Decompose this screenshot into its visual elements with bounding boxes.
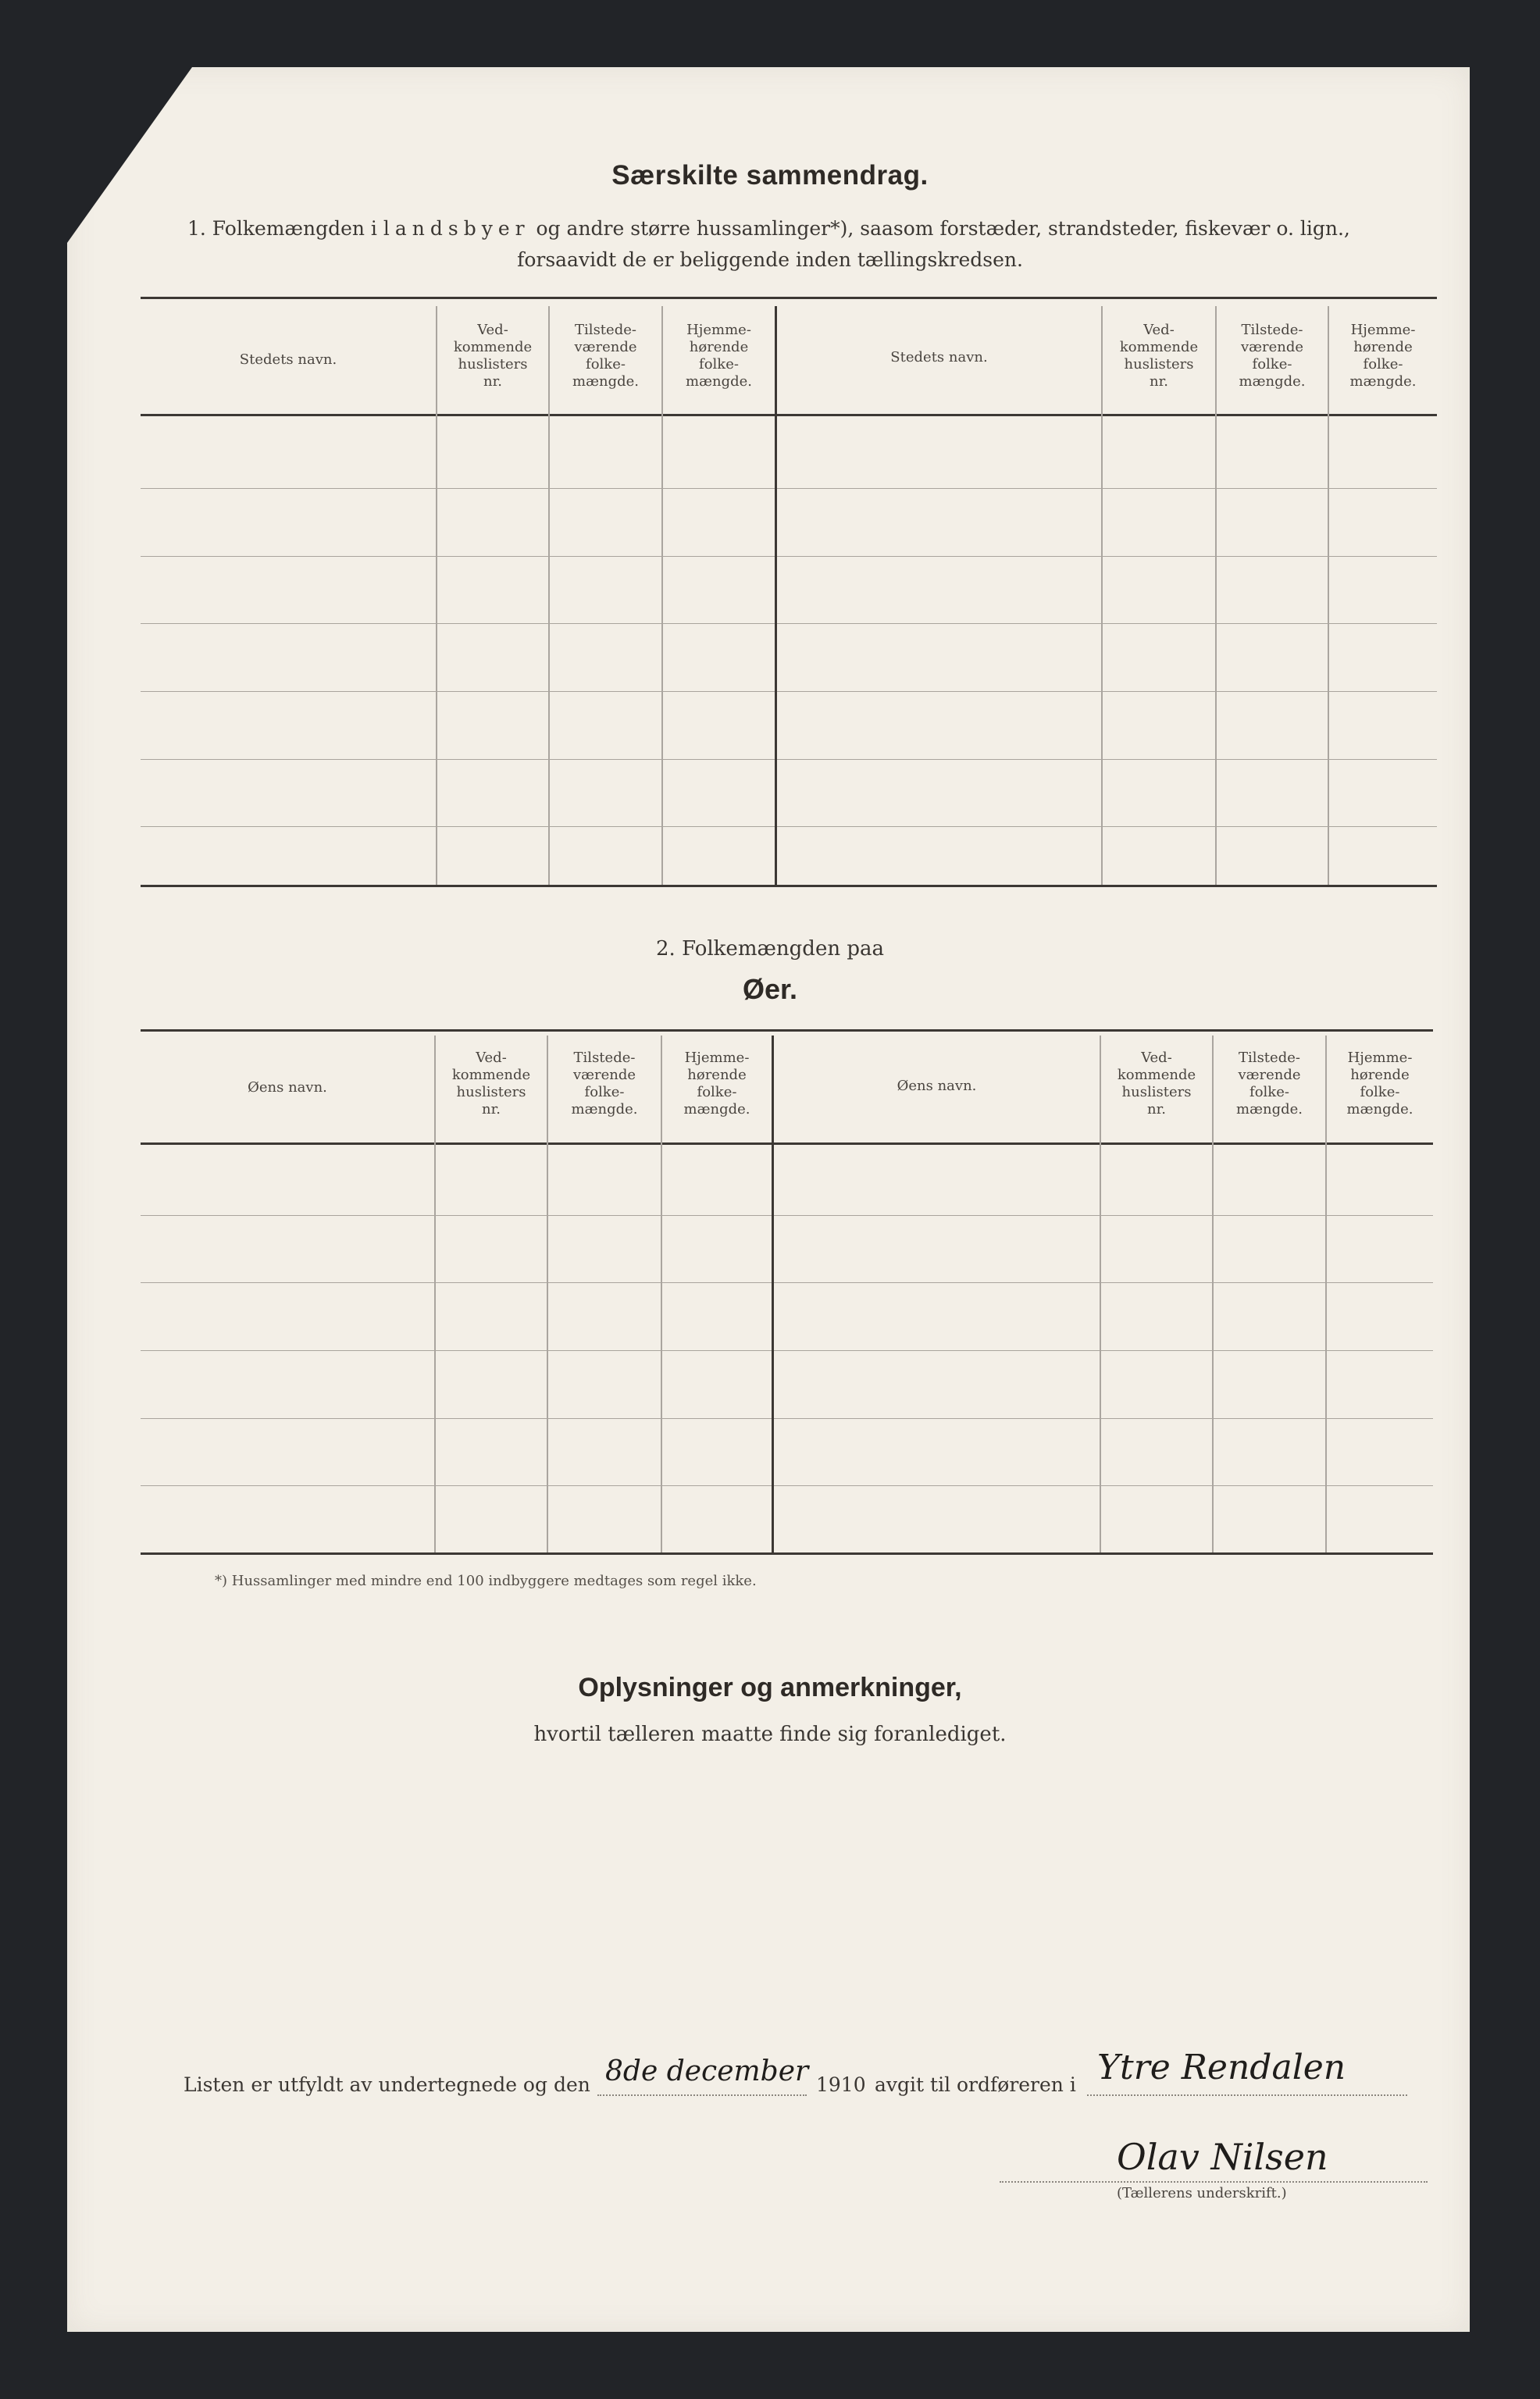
table1-row-rule <box>141 826 1437 827</box>
table1-row-rule <box>141 759 1437 760</box>
signature-caption: (Tællerens underskrift.) <box>1117 2185 1287 2201</box>
table1-center-divider <box>775 306 777 885</box>
table2-row-rule <box>141 1282 1433 1283</box>
certification-text: Listen er utfyldt av undertegnede og den <box>184 2073 590 2096</box>
table1-col-divider <box>436 306 437 885</box>
table2-top-rule <box>141 1029 1433 1032</box>
col-oens-navn: Øens navn. <box>248 1079 327 1096</box>
col-tilstedevaerende: Tilstede- værende folke- mængde. <box>1236 1050 1303 1118</box>
col-stedets-navn: Stedets navn. <box>239 351 337 368</box>
section2-title: Øer. <box>742 973 798 1005</box>
table1-col-divider <box>1101 306 1103 885</box>
section1-intro-line2: forsaavidt de er beliggende inden tællingskredsen. <box>517 248 1023 271</box>
page-title: Særskilte sammendrag. <box>611 160 929 191</box>
table2-row-rule <box>141 1418 1433 1419</box>
table1-col-divider <box>1215 306 1217 885</box>
table1-bottom-rule <box>141 885 1437 887</box>
col-hjemmehorende: Hjemme- hørende folke- mængde. <box>1349 322 1417 390</box>
table2-row-rule <box>141 1350 1433 1351</box>
table2-header-rule <box>141 1142 1433 1145</box>
col-huslisters-nr: Ved- kommende huslisters nr. <box>1119 322 1199 390</box>
section2-label: 2. Folkemængden paa <box>656 937 884 961</box>
col-tilstedevaerende: Tilstede- værende folke- mængde. <box>1239 322 1306 390</box>
footnote: *) Hussamlinger med mindre end 100 indbyggere medtages som regel ikke. <box>215 1573 757 1589</box>
remarks-subtitle: hvortil tælleren maatte finde sig foranlediget. <box>533 1723 1007 1746</box>
col-hjemmehorende: Hjemme- hørende folke- mængde. <box>1346 1050 1413 1118</box>
col-oens-navn: Øens navn. <box>897 1078 977 1094</box>
table1-col-divider <box>548 306 550 885</box>
col-huslisters-nr: Ved- kommende huslisters nr. <box>1117 1050 1196 1118</box>
table1-row-rule <box>141 623 1437 624</box>
table1-header-rule <box>141 414 1437 416</box>
table2-bottom-rule <box>141 1552 1433 1555</box>
remarks-title: Oplysninger og anmerkninger, <box>578 1673 962 1702</box>
table2-row-rule <box>141 1485 1433 1486</box>
signature-field-line <box>1000 2181 1428 2183</box>
place-handwritten: Ytre Rendalen <box>1097 2048 1346 2087</box>
table1-row-rule <box>141 691 1437 692</box>
date-handwritten: 8de december <box>605 2055 809 2087</box>
place-field-line <box>1087 2094 1407 2096</box>
table1-row-rule <box>141 488 1437 489</box>
table1-col-divider <box>1328 306 1329 885</box>
col-hjemmehorende: Hjemme- hørende folke- mængde. <box>683 1050 750 1118</box>
col-huslisters-nr: Ved- kommende huslisters nr. <box>451 1050 531 1118</box>
col-stedets-navn: Stedets navn. <box>890 349 988 365</box>
section1-intro: 1. Folkemængden i landsbyer og andre større hussamlinger*), saasom forstæder, strandsteder, fiskevær o. lign., <box>187 217 1350 240</box>
signature-handwritten: Olav Nilsen <box>1117 2136 1328 2178</box>
col-hjemmehorende: Hjemme- hørende folke- mængde. <box>686 322 752 390</box>
table1-top-rule <box>141 297 1437 299</box>
table1-row-rule <box>141 556 1437 557</box>
table2-center-divider <box>772 1036 774 1552</box>
col-huslisters-nr: Ved- kommende huslisters nr. <box>453 322 533 390</box>
date-field-line <box>597 2094 807 2096</box>
certification-text-to-mayor: avgit til ordføreren i <box>875 2073 1076 2096</box>
col-tilstedevaerende: Tilstede- værende folke- mængde. <box>572 322 639 390</box>
census-form-page <box>67 67 1470 2332</box>
certification-year: 1910 <box>816 2073 866 2096</box>
col-tilstedevaerende: Tilstede- værende folke- mængde. <box>571 1050 638 1118</box>
table1-col-divider <box>661 306 663 885</box>
table2-row-rule <box>141 1215 1433 1216</box>
